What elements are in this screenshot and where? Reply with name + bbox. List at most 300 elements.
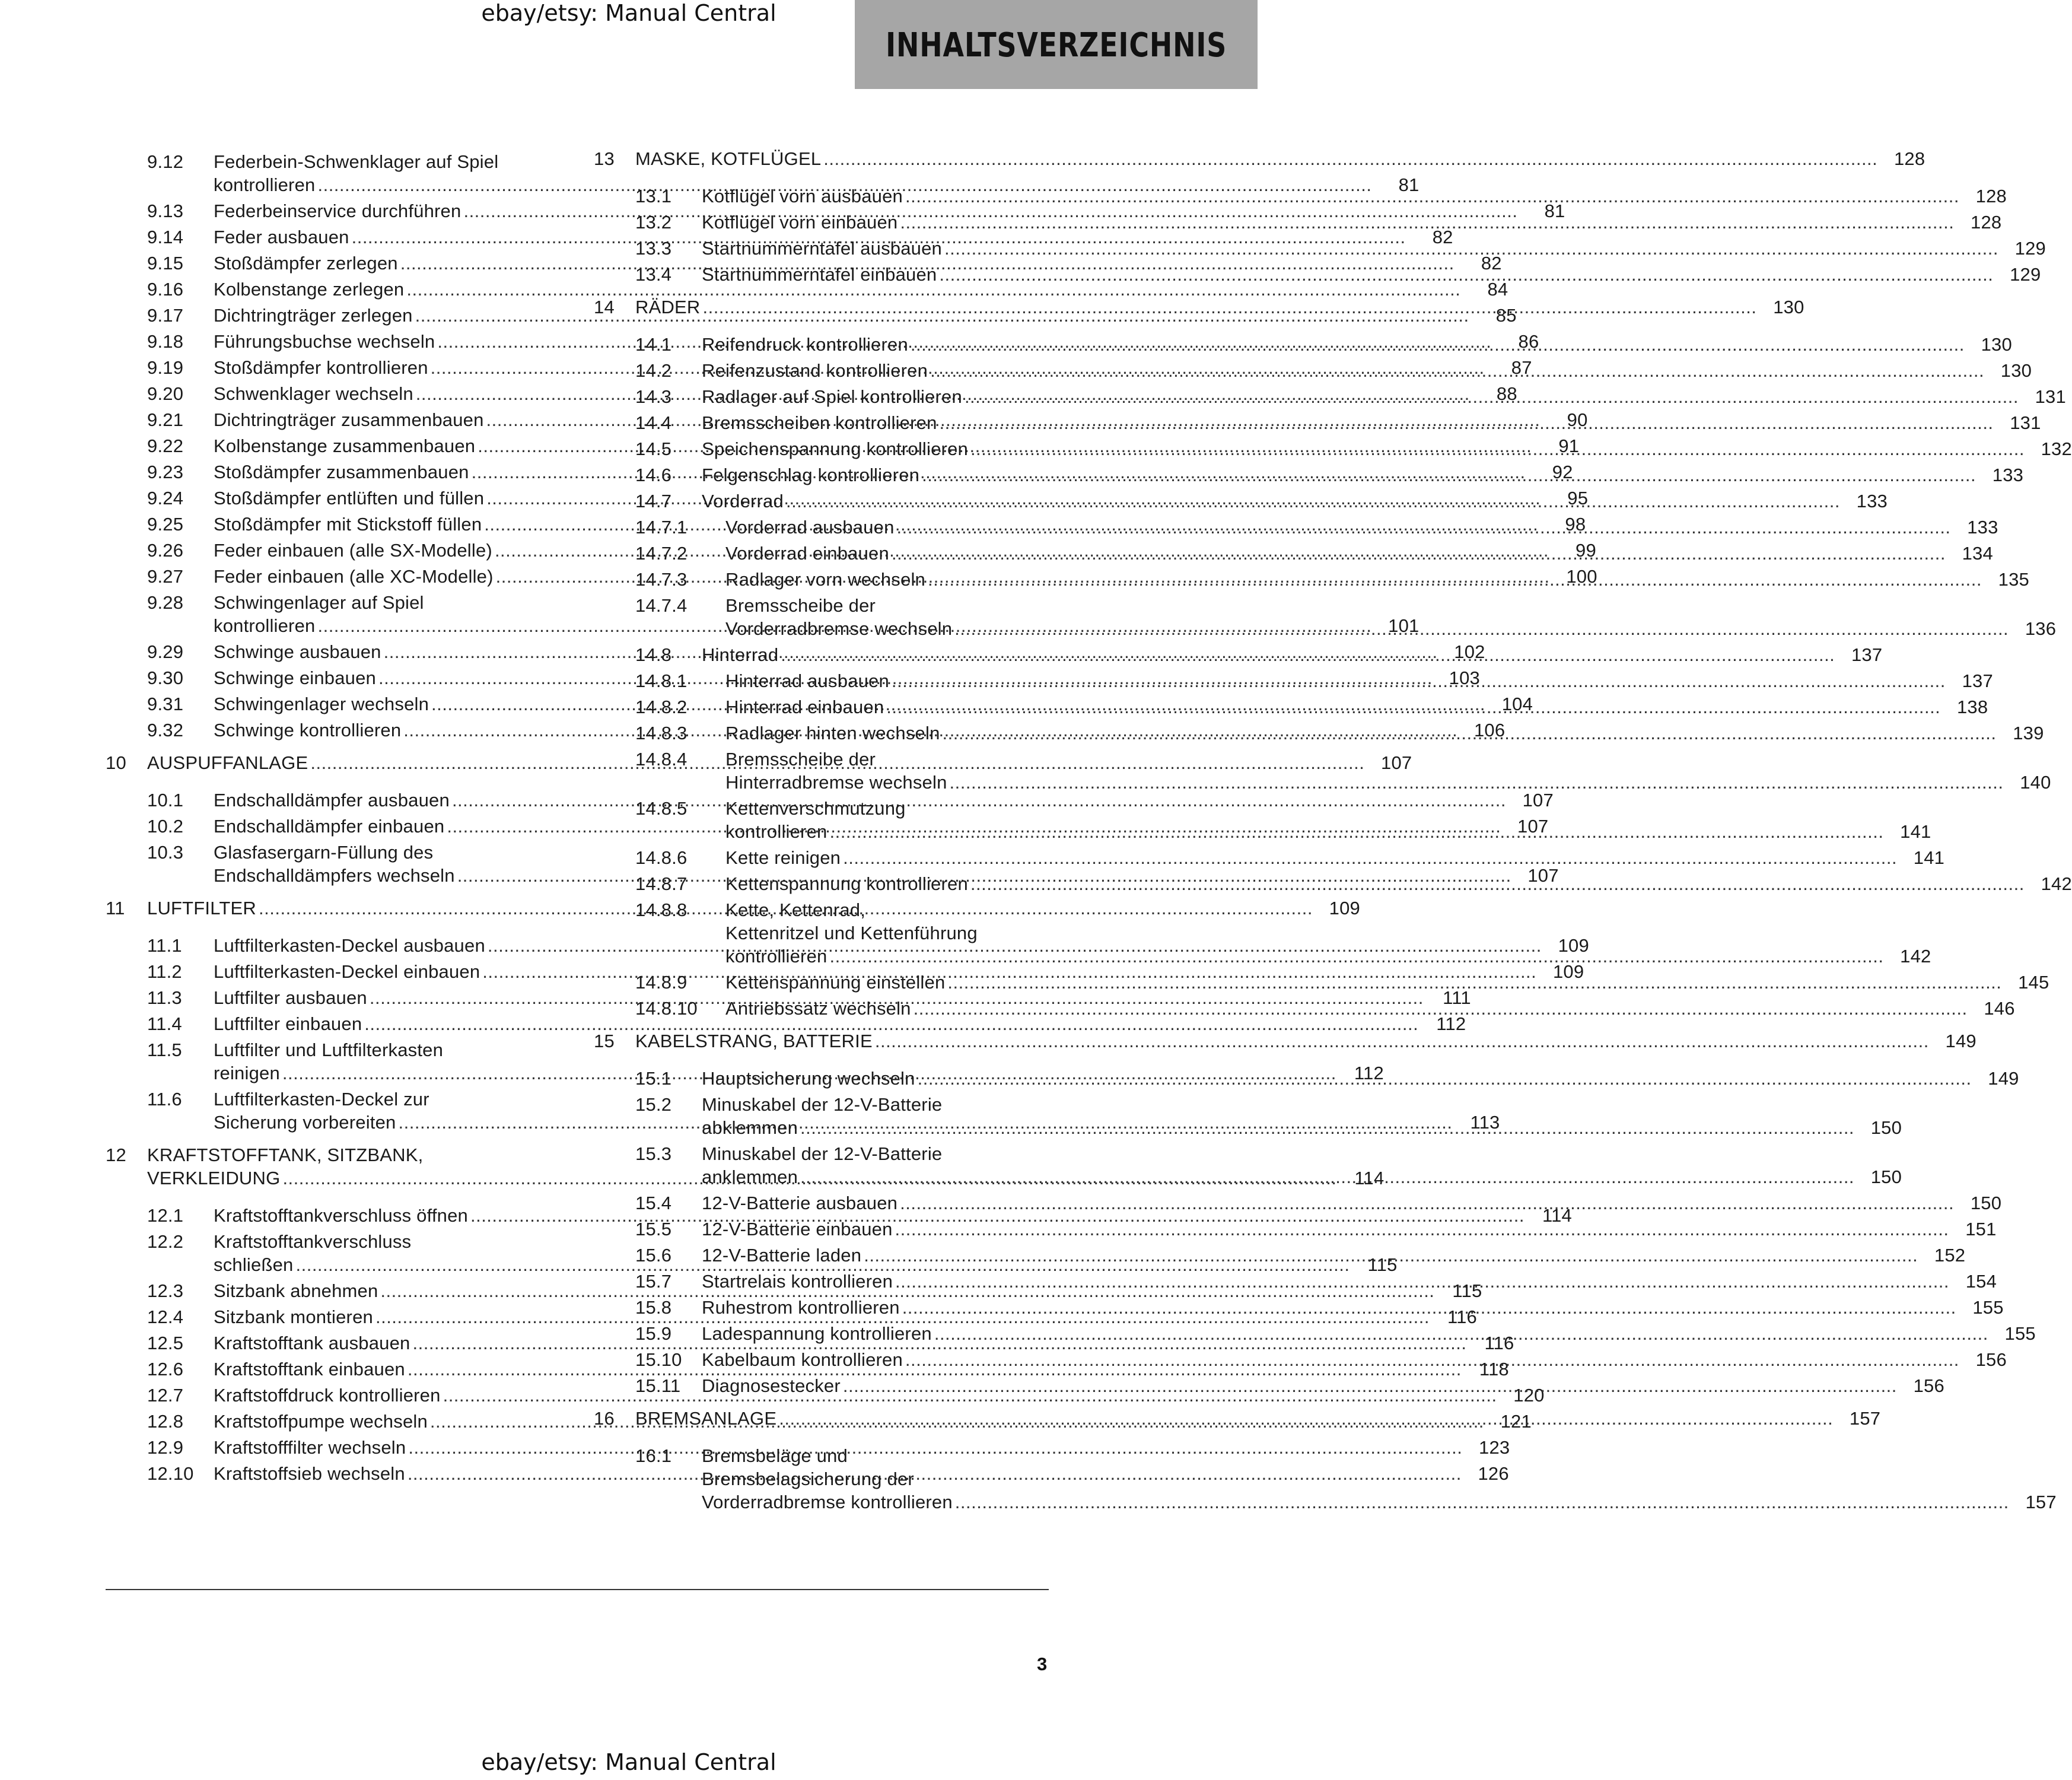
section-number: 14.8.2 xyxy=(635,697,688,717)
entry-title xyxy=(702,359,1984,382)
page-reference: 114 xyxy=(1354,1168,1384,1188)
page-reference: 107 xyxy=(1517,816,1549,837)
section-header xyxy=(855,0,1258,89)
section-number: 11.4 xyxy=(147,1013,182,1034)
page-reference: 118 xyxy=(1479,1359,1509,1380)
dot-leader xyxy=(895,1270,1949,1293)
toc-entry[interactable] xyxy=(106,1012,1466,1035)
page-reference: 82 xyxy=(1481,253,1502,274)
toc-entry[interactable] xyxy=(594,1218,1997,1241)
page-reference: 111 xyxy=(1443,987,1471,1008)
entry-title-line: Bremsbeläge und xyxy=(702,1445,848,1466)
dot-leader xyxy=(954,617,2009,640)
entry-title xyxy=(702,1296,1956,1319)
entry-title-line: Führungsbuchse wechseln xyxy=(214,331,435,352)
section-number: 12.4 xyxy=(147,1307,184,1327)
page-reference: 133 xyxy=(1856,491,1888,511)
entry-title-line: Kolbenstange zusammenbauen xyxy=(214,436,476,456)
entry-title xyxy=(702,463,1976,487)
section-number: 15.1 xyxy=(635,1068,672,1089)
entry-title-line: MASKE, KOTFLÜGEL xyxy=(635,148,822,169)
page-reference: 128 xyxy=(1975,186,2007,206)
section-number: 9.24 xyxy=(147,488,184,508)
entry-title xyxy=(702,437,2025,460)
entry-title-line: Kolbenstange zerlegen xyxy=(214,279,405,300)
page-reference: 155 xyxy=(1972,1297,2004,1318)
section-number: 9.13 xyxy=(147,201,184,221)
dot-leader xyxy=(902,1296,1956,1319)
entry-title-line: Stoßdämpfer zusammenbauen xyxy=(214,462,469,482)
dot-leader xyxy=(843,846,1897,869)
chapter-number: 13 xyxy=(594,148,615,169)
page-reference: 151 xyxy=(1965,1219,1997,1239)
page-reference: 150 xyxy=(1970,1193,2002,1213)
section-number: 11.1 xyxy=(147,935,182,956)
section-number: 9.12 xyxy=(147,151,184,172)
page-reference: 145 xyxy=(2018,972,2049,993)
page-reference: 137 xyxy=(1851,644,1883,665)
entry-title-line: Feder einbauen (alle SX-Modelle) xyxy=(214,540,492,561)
page-reference: 82 xyxy=(1432,227,1453,247)
entry-title-line: Vorderradbremse wechseln xyxy=(725,618,953,639)
page-reference: 131 xyxy=(2035,386,2066,407)
entry-title xyxy=(725,898,1883,968)
page-reference: 150 xyxy=(1870,1166,1902,1187)
page-reference: 114 xyxy=(1542,1205,1572,1226)
section-number: 14.8.1 xyxy=(635,670,688,691)
entry-title-line: Vorderrad xyxy=(702,491,784,511)
entry-title-line: Speichenspannung kontrollieren xyxy=(702,438,968,459)
section-number: 15.3 xyxy=(635,1143,672,1164)
page-reference: 87 xyxy=(1511,357,1532,378)
section-number: 11.2 xyxy=(147,961,182,982)
page-reference: 112 xyxy=(1354,1063,1384,1083)
watermark-top: ebay/etsy: Manual Central xyxy=(481,0,776,26)
section-number: 12.9 xyxy=(147,1437,184,1458)
entry-title-line: Kette, Kettenrad, xyxy=(725,899,866,920)
dot-leader xyxy=(970,872,2025,895)
entry-title-line: Kraftstofftank ausbauen xyxy=(214,1333,410,1353)
page-reference: 115 xyxy=(1452,1280,1482,1301)
page-reference: 109 xyxy=(1552,961,1584,982)
entry-title-line: Kraftstofftankverschluss xyxy=(214,1231,412,1252)
entry-title-line: Sitzbank abnehmen xyxy=(214,1280,378,1301)
entry-title-line: KRAFTSTOFFTANK, SITZBANK, xyxy=(147,1145,424,1165)
section-number: 12.7 xyxy=(147,1385,184,1406)
entry-title xyxy=(702,211,1954,234)
page-reference: 109 xyxy=(1329,898,1360,918)
section-number: 15.6 xyxy=(635,1245,672,1266)
page-reference: 99 xyxy=(1576,540,1596,561)
dot-leader xyxy=(900,211,1954,234)
entry-title xyxy=(702,1218,1949,1241)
entry-title-line: anklemmen xyxy=(702,1166,798,1187)
entry-title-line: Startrelais kontrollieren xyxy=(702,1271,893,1292)
page-reference: 120 xyxy=(1513,1385,1545,1406)
entry-title-line: kontrollieren xyxy=(725,946,827,967)
entry-title xyxy=(725,797,1883,843)
entry-title-line: Reifenzustand kontrollieren xyxy=(702,360,928,381)
entry-title-line: Hauptsicherung wechseln xyxy=(702,1068,915,1089)
entry-title xyxy=(702,1093,1854,1139)
section-number: 10.1 xyxy=(147,790,184,810)
page-reference: 140 xyxy=(2020,772,2051,793)
page-reference: 102 xyxy=(1454,641,1485,662)
entry-title-line: Schwingenlager wechseln xyxy=(214,694,429,714)
entry-title xyxy=(702,643,1835,666)
entry-title xyxy=(702,1444,2009,1514)
page-reference: 138 xyxy=(1956,697,1988,717)
dot-leader xyxy=(895,1218,1949,1241)
chapter-number: 10 xyxy=(106,752,126,773)
section-number: 13.4 xyxy=(635,264,672,285)
chapter-number: 15 xyxy=(594,1031,615,1051)
section-number: 9.21 xyxy=(147,409,184,430)
chapter-number: 16 xyxy=(594,1408,615,1429)
entry-title xyxy=(635,1407,1833,1430)
page-reference: 85 xyxy=(1495,305,1517,326)
toc-chapter[interactable] xyxy=(594,147,1925,170)
section-number: 13.1 xyxy=(635,186,672,206)
entry-title-line: Ruhestrom kontrollieren xyxy=(702,1297,900,1318)
page-reference: 156 xyxy=(1913,1375,1944,1396)
entry-title-line: Schwinge einbauen xyxy=(214,668,376,688)
page-reference: 116 xyxy=(1447,1307,1477,1327)
section-number: 14.8 xyxy=(635,644,672,665)
page-reference: 134 xyxy=(1962,543,1993,564)
entry-title-line: Radlager hinten wechseln xyxy=(725,723,940,743)
section-number: 14.1 xyxy=(635,334,672,355)
entry-title-line: Endschalldämpfers wechseln xyxy=(214,865,455,886)
dot-leader xyxy=(970,437,2025,460)
section-number: 12.6 xyxy=(147,1359,184,1380)
dot-leader xyxy=(779,1407,1833,1430)
entry-title-line: Antriebssatz wechseln xyxy=(725,998,911,1019)
entry-title-line: LUFTFILTER xyxy=(147,898,256,918)
entry-title xyxy=(725,542,1946,565)
entry-title xyxy=(702,1142,1854,1188)
section-number: 9.25 xyxy=(147,514,184,535)
section-number: 12.2 xyxy=(147,1231,184,1252)
dot-leader xyxy=(843,1374,1897,1397)
entry-title-line: kontrollieren xyxy=(214,615,316,636)
dot-leader xyxy=(905,185,1959,208)
entry-title xyxy=(725,594,2009,640)
entry-title xyxy=(702,185,1959,208)
entry-title-line: Kotflügel vorn einbauen xyxy=(702,212,898,233)
page-reference: 154 xyxy=(1965,1271,1997,1292)
page-reference: 81 xyxy=(1398,174,1419,195)
page-reference: 104 xyxy=(1501,694,1533,714)
section-number: 15.4 xyxy=(635,1193,672,1213)
page-reference: 107 xyxy=(1522,790,1554,810)
section-number: 12.8 xyxy=(147,1411,184,1432)
entry-title-line: Luftfilterkasten-Deckel ausbauen xyxy=(214,935,485,956)
entry-title xyxy=(725,516,1951,539)
page-reference: 157 xyxy=(2025,1492,2057,1512)
toc-entry[interactable] xyxy=(106,278,1508,301)
dot-leader xyxy=(905,1348,1959,1371)
section-number: 14.3 xyxy=(635,386,672,407)
entry-title xyxy=(702,1191,1954,1215)
page-reference: 141 xyxy=(1913,847,1945,868)
dot-leader xyxy=(943,721,1997,745)
entry-title xyxy=(702,1270,1949,1293)
dot-leader xyxy=(911,333,1965,356)
entry-title-line: Bremsscheibe der xyxy=(725,749,876,770)
section-number: 15.9 xyxy=(635,1323,672,1344)
page-reference: 152 xyxy=(1934,1245,1966,1266)
page-reference: 128 xyxy=(1971,212,2002,233)
entry-title-line: Radlager vorn wechseln xyxy=(725,569,925,590)
page-reference: 141 xyxy=(1900,821,1931,842)
dot-leader xyxy=(800,1116,1854,1139)
dot-leader xyxy=(800,1165,1854,1188)
section-number: 12.3 xyxy=(147,1280,184,1301)
section-number: 14.8.6 xyxy=(635,847,688,868)
dot-leader xyxy=(950,771,2004,794)
entry-title-line: Bremsbelagsicherung der xyxy=(702,1468,914,1489)
entry-title-line: Kettenspannung einstellen xyxy=(725,972,946,993)
entry-title-line: Kraftstofftankverschluss öffnen xyxy=(214,1205,468,1226)
entry-title-line: 12-V-Batterie ausbauen xyxy=(702,1193,898,1213)
section-number: 9.19 xyxy=(147,357,184,378)
section-number: 15.7 xyxy=(635,1271,672,1292)
entry-title xyxy=(635,295,1757,319)
entry-title xyxy=(725,721,1997,745)
section-number: 9.27 xyxy=(147,566,184,587)
entry-title-line: Dichtringträger zusammenbauen xyxy=(214,409,484,430)
section-number: 16.1 xyxy=(635,1445,672,1466)
entry-title-line: Vorderradbremse kontrollieren xyxy=(702,1492,953,1512)
section-number: 10.2 xyxy=(147,816,184,837)
dot-leader xyxy=(939,263,1993,286)
dot-leader xyxy=(886,695,1940,719)
section-number: 11.3 xyxy=(147,987,182,1008)
page-reference: 133 xyxy=(1967,517,1998,538)
entry-title-line: Feder ausbauen xyxy=(214,227,349,247)
page-reference: 133 xyxy=(1992,465,2024,485)
section-number: 9.23 xyxy=(147,462,184,482)
entry-title-line: Kraftstoffsieb wechseln xyxy=(214,1463,405,1484)
watermark-bottom: ebay/etsy: Manual Central xyxy=(481,1749,776,1775)
entry-title xyxy=(702,1322,1988,1345)
page-reference: 107 xyxy=(1527,865,1559,886)
dot-leader xyxy=(965,385,2019,408)
toc-entry[interactable] xyxy=(594,846,1945,869)
page-reference: 115 xyxy=(1367,1254,1398,1275)
entry-title-line: Schwinge ausbauen xyxy=(214,641,381,662)
page-reference: 116 xyxy=(1484,1333,1514,1353)
section-number: 14.8.3 xyxy=(635,723,688,743)
entry-title-line: Minuskabel der 12-V-Batterie xyxy=(702,1143,943,1164)
section-number: 13.3 xyxy=(635,238,672,259)
page-reference: 149 xyxy=(1945,1031,1976,1051)
section-number: 9.32 xyxy=(147,720,184,740)
entry-title xyxy=(702,1374,1897,1397)
dot-leader xyxy=(864,1244,1918,1267)
section-number: 11.5 xyxy=(147,1040,182,1060)
section-number: 9.30 xyxy=(147,668,184,688)
entry-title xyxy=(725,669,1946,692)
entry-title-line: Hinterradbremse wechseln xyxy=(725,772,947,793)
page-reference: 112 xyxy=(1436,1013,1466,1034)
page-reference: 129 xyxy=(2014,238,2046,259)
section-title: INHALTSVERZEICHNIS xyxy=(885,26,1227,65)
entry-title-line: Luftfilter und Luftfilterkasten xyxy=(214,1040,444,1060)
chapter-number: 11 xyxy=(106,898,125,918)
page-reference: 131 xyxy=(2010,412,2041,433)
section-number: 9.14 xyxy=(147,227,184,247)
entry-title-line: Stoßdämpfer kontrollieren xyxy=(214,357,428,378)
dot-leader xyxy=(940,411,1994,434)
dot-leader xyxy=(875,1029,1929,1053)
entry-title-line: Kraftstofffilter wechseln xyxy=(214,1437,406,1458)
section-number: 9.17 xyxy=(147,305,184,326)
entry-title xyxy=(702,411,1994,434)
section-number: 14.2 xyxy=(635,360,672,381)
dot-leader xyxy=(922,463,1976,487)
section-number: 12.1 xyxy=(147,1205,184,1226)
footer-rule xyxy=(106,1589,1049,1590)
page-reference: 155 xyxy=(2004,1323,2036,1344)
page-reference: 142 xyxy=(1900,946,1931,967)
entry-title-line: Schwingenlager auf Spiel xyxy=(214,592,424,613)
entry-title-line: Bremsscheibe der xyxy=(725,595,876,616)
dot-leader xyxy=(918,1067,1972,1090)
entry-title-line: Stoßdämpfer zerlegen xyxy=(214,253,398,274)
entry-title xyxy=(725,695,1940,719)
section-number: 14.7.1 xyxy=(635,517,688,538)
entry-title xyxy=(702,263,1993,286)
page-reference: 142 xyxy=(2041,873,2072,894)
section-number: 9.26 xyxy=(147,540,184,561)
section-number: 9.28 xyxy=(147,592,184,613)
entry-title-line: abklemmen xyxy=(702,1117,798,1138)
entry-title-line: Vorderrad einbauen xyxy=(725,543,889,564)
page-reference: 130 xyxy=(1773,297,1804,317)
section-number: 15.2 xyxy=(635,1094,672,1115)
entry-title-line: Hinterrad einbauen xyxy=(725,697,884,717)
dot-leader xyxy=(829,945,1883,968)
section-number: 14.8.8 xyxy=(635,899,688,920)
page-reference: 100 xyxy=(1566,566,1597,587)
entry-title xyxy=(725,846,1897,869)
page-reference: 109 xyxy=(1558,935,1589,956)
entry-title-line: Kettenritzel und Kettenführung xyxy=(725,923,978,943)
entry-title-line: Schwinge kontrollieren xyxy=(214,720,402,740)
section-number: 9.16 xyxy=(147,279,184,300)
dot-leader xyxy=(934,1322,1988,1345)
page-reference: 121 xyxy=(1500,1411,1532,1432)
page-reference: 95 xyxy=(1567,488,1589,508)
entry-title-line: Startnummerntafel einbauen xyxy=(702,264,937,285)
section-number: 14.7.4 xyxy=(635,595,688,616)
dot-leader xyxy=(947,971,2001,994)
toc-entry[interactable] xyxy=(106,1204,1572,1227)
page-reference: 91 xyxy=(1558,436,1580,456)
page-reference: 157 xyxy=(1849,1408,1881,1429)
entry-title-line: Reifendruck kontrollieren xyxy=(702,334,908,355)
page-reference: 81 xyxy=(1544,201,1565,221)
page-reference: 130 xyxy=(1981,334,2012,355)
section-number: 15.11 xyxy=(635,1375,681,1396)
entry-title-line: Kette reinigen xyxy=(725,847,841,868)
page-reference: 130 xyxy=(2000,360,2032,381)
section-number: 12.5 xyxy=(147,1333,184,1353)
entry-title-line: Luftfilterkasten-Deckel zur xyxy=(214,1089,429,1110)
page-reference: 88 xyxy=(1496,383,1517,404)
dot-leader xyxy=(892,542,1946,565)
entry-title xyxy=(725,748,2004,794)
section-number: 14.7.3 xyxy=(635,569,688,590)
page-reference: 113 xyxy=(1470,1112,1500,1133)
section-number: 15.10 xyxy=(635,1349,682,1370)
entry-title-line: Glasfasergarn-Füllung des xyxy=(214,842,434,863)
entry-title xyxy=(702,1244,1918,1267)
toc-entry[interactable] xyxy=(594,185,2007,208)
page-reference: 86 xyxy=(1518,331,1539,352)
entry-title xyxy=(702,1348,1959,1371)
section-number: 14.5 xyxy=(635,438,672,459)
section-number: 10.3 xyxy=(147,842,184,863)
entry-title xyxy=(725,568,1982,591)
entry-title-line: schließen xyxy=(214,1254,294,1275)
entry-title-line: Endschalldämpfer ausbauen xyxy=(214,790,450,810)
section-number: 15.8 xyxy=(635,1297,672,1318)
entry-title-line: Feder einbauen (alle XC-Modelle) xyxy=(214,566,494,587)
entry-title xyxy=(635,1029,1929,1053)
page-reference: 150 xyxy=(1870,1117,1902,1138)
entry-title-line: 12-V-Batterie einbauen xyxy=(702,1219,893,1239)
section-number: 14.8.9 xyxy=(635,972,688,993)
section-number: 9.20 xyxy=(147,383,184,404)
page-reference: 132 xyxy=(2041,438,2072,459)
section-number: 9.29 xyxy=(147,641,184,662)
page-number: 3 xyxy=(1037,1654,1048,1674)
entry-title-line: Vorderrad ausbauen xyxy=(725,517,895,538)
entry-title-line: Stoßdämpfer mit Stickstoff füllen xyxy=(214,514,482,535)
entry-title-line: Federbein-Schwenklager auf Spiel xyxy=(214,151,499,172)
entry-title-line: Endschalldämpfer einbauen xyxy=(214,816,445,837)
toc-chapter[interactable] xyxy=(594,1029,1976,1053)
entry-title-line: Kraftstofftank einbauen xyxy=(214,1359,405,1380)
entry-title-line: BREMSANLAGE xyxy=(635,1408,777,1429)
dot-leader xyxy=(829,820,1883,843)
section-number: 14.8.4 xyxy=(635,749,688,770)
entry-title-line: Kettenverschmutzung xyxy=(725,798,906,819)
toc-entry[interactable] xyxy=(594,1191,2002,1215)
dot-leader xyxy=(944,237,1998,260)
entry-title-line: kontrollieren xyxy=(725,821,827,842)
entry-title-line: Luftfilter ausbauen xyxy=(214,987,367,1008)
entry-title-line: Minuskabel der 12-V-Batterie xyxy=(702,1094,943,1115)
entry-title-line: Kraftstoffpumpe wechseln xyxy=(214,1411,428,1432)
entry-title xyxy=(725,997,1968,1020)
entry-title-line: Diagnosestecker xyxy=(702,1375,841,1396)
entry-title-line: Radlager auf Spiel kontrollieren xyxy=(702,386,962,407)
page-reference: 136 xyxy=(2025,618,2057,639)
entry-title xyxy=(702,333,1965,356)
section-number: 9.31 xyxy=(147,694,184,714)
entry-title-line: reinigen xyxy=(214,1063,280,1083)
page-reference: 101 xyxy=(1388,615,1419,636)
dot-leader xyxy=(900,1191,1954,1215)
section-number: 14.8.5 xyxy=(635,798,688,819)
dot-leader xyxy=(914,997,1968,1020)
page-reference: 156 xyxy=(1975,1349,2007,1370)
page-reference: 107 xyxy=(1381,752,1412,773)
